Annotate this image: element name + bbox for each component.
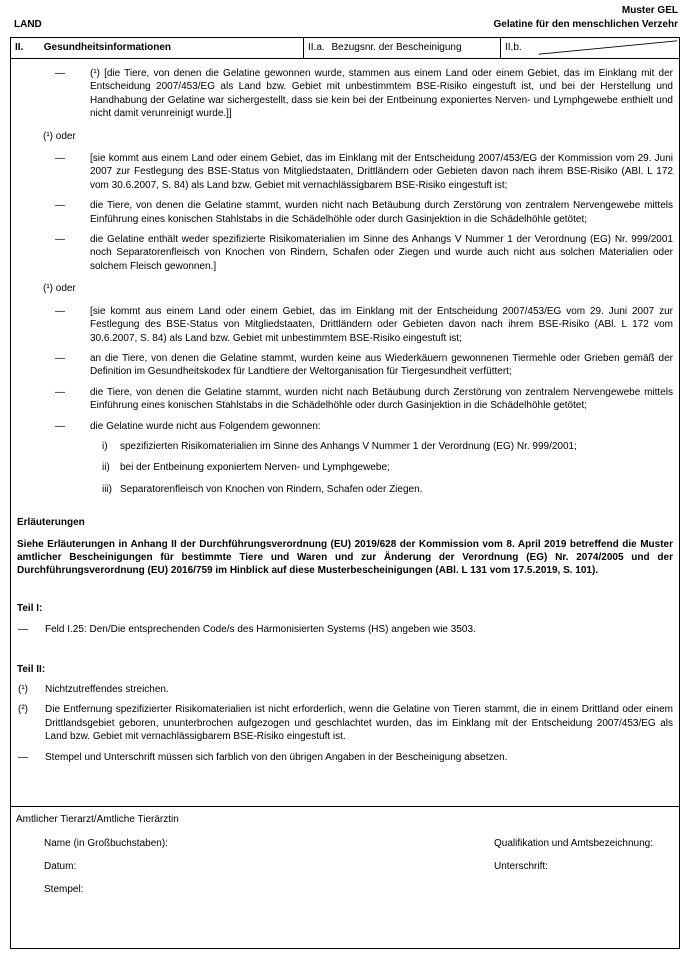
explanations-heading: Erläuterungen	[17, 517, 85, 529]
dash-marker: —	[55, 153, 65, 165]
land-label: LAND	[14, 19, 42, 30]
cell-iib[interactable]	[501, 38, 679, 58]
dash-marker: —	[55, 386, 65, 398]
footnote-1: (¹) Nichtzutreffendes streichen.	[18, 684, 169, 695]
name-input-area[interactable]	[168, 837, 494, 850]
dash-marker: —	[18, 751, 28, 763]
dash-marker: —	[18, 624, 28, 636]
part2-heading: Teil II:	[17, 663, 46, 675]
signature-label: Unterschrift:	[494, 861, 548, 872]
ref-number: II.a.	[308, 42, 325, 53]
roman-marker: ii)	[102, 462, 110, 474]
oder-line: (¹) oder	[43, 130, 76, 142]
vet-row-date-signature	[16, 860, 674, 873]
vet-row-name-qualification	[16, 837, 674, 850]
health-statement: — die Gelatine wurde nicht aus Folgendem gewonnen:	[55, 420, 321, 432]
health-information-box	[11, 59, 679, 807]
dash-marker: —	[55, 68, 65, 79]
health-statement: — die Tiere, von denen die Gelatine stammt, wurden nicht nach Betäubung durch Zerstörung von zentralem Nervengewebe mittels Einführung eines konischen Stahlstabs in die Schädelhöhle oder durch Gasinjektion in die Schädelhöhle getötet;	[55, 386, 673, 412]
veterinarian-title: Amtlicher Tierarzt/Amtliche Tierärztin	[16, 814, 179, 825]
health-statement: — [sie kommt aus einem Land oder einem Gebiet, das im Einklang mit der Entscheidung 2007/453/EG vom 29. Juni 2007 zur Festlegung des BSE-Status von Mitgliedstaaten, Drittländern oder Gebieten davon nach ihrem BSE-Risiko (ABl. L 172 vom 30.6.2007, S. 84) als Land bzw. Gebiet mit unbestimmtem BSE-Risiko eingestuft ist;	[55, 305, 673, 344]
qualification-input-area[interactable]	[653, 837, 674, 850]
roman-marker: iii)	[102, 483, 112, 495]
dash-marker: —	[55, 420, 65, 432]
section-label: Gesundheitsinformationen	[43, 42, 172, 53]
table-header-row	[11, 38, 679, 59]
health-statement: — (¹) [die Tiere, von denen die Gelatine gewonnen wurde, stammen aus einem Land oder einem Gebiet, das im Einklang mit der Entscheidung 2007/453/EG als Land bzw. Gebiet mit unbestimmtem BSE-Risiko eingestuft ist, und bei der Herstellung und Handhabung der Gelatine war sichergestellt, dass sie kein bei der Entbeinung exponiertes Nerven- und Lymphgewebe enthielt und nicht damit verunreinigt wurde.]]	[55, 68, 673, 120]
page-header	[0, 0, 690, 31]
certificate-table	[10, 37, 680, 949]
stamp-signature-note: — Stempel und Unterschrift müssen sich farblich von den übrigen Angaben in der Bescheinigung absetzen.	[18, 751, 508, 763]
part1-item: — Feld I.25: Den/Die entsprechenden Code/s des Harmonisierten Systems (HS) angeben wie 3503.	[18, 624, 476, 636]
dash-marker: —	[55, 200, 65, 212]
oder-line: (¹) oder	[43, 283, 76, 295]
ref-label: Bezugsnr. der Bescheinigung	[331, 42, 462, 53]
health-statement: — [sie kommt aus einem Land oder einem Gebiet, das im Einklang mit der Entscheidung 2007/453/EG der Kommission vom 29. Juni 2007 zur Festlegung des BSE-Status von Mitgliedstaaten, Drittländern oder Gebieten davon nach ihrem BSE-Risiko (ABl. L 172 vom 30.6.2007, S. 84) als Land bzw. Gebiet mit vernachlässigbarem BSE-Risiko eingestuft ist;	[55, 153, 673, 191]
doc-subtitle: Gelatine für den menschlichen Verzehr	[493, 19, 678, 30]
cell-health-info	[11, 38, 304, 58]
diagonal-strike-line	[501, 38, 679, 58]
qualification-label: Qualifikation und Amtsbezeichnung:	[494, 838, 653, 849]
part1-heading: Teil I:	[17, 602, 43, 614]
health-sub-item: iii) Separatorenfleisch von Knochen von Rindern, Schafen oder Ziegen.	[102, 483, 423, 495]
stamp-input-area[interactable]	[83, 883, 494, 896]
stamp-label: Stempel:	[44, 884, 84, 895]
health-statement: — die Gelatine enthält weder spezifizierte Risikomaterialien im Sinne des Anhangs V Nummer 1 der Verordnung (EG) Nr. 999/2001 noch Separatorenfleisch von Knochen von Rindern, Schafen oder Ziegen und wurde auch nicht aus solchen Materialien oder solchem Fleisch gewonnen.]	[55, 234, 673, 272]
date-input-area[interactable]	[76, 860, 494, 873]
veterinarian-box	[11, 807, 679, 948]
health-sub-item: ii) bei der Entbeinung exponiertem Nerven- und Lymphgewebe;	[102, 462, 390, 474]
explanations-text: Siehe Erläuterungen in Anhang II der Durchführungsverordnung (EU) 2019/628 der Kommission vom 8. April 2019 betreffend die Muster amtlicher Bescheinigungen für bestimmte Tiere und Waren und zur Änderung der Verordnung (EG) Nr. 2074/2005 und der Durchführungsverordnung (EU) 2016/759 im Hinblick auf diese Musterbescheinigungen (ABl. L 131 vom 17.5.2019, S. 101).	[17, 538, 673, 577]
signature-input-area[interactable]	[548, 860, 674, 873]
footnote-marker: (²)	[18, 704, 28, 716]
section-number: II.	[15, 42, 24, 53]
name-label: Name (in Großbuchstaben):	[44, 838, 168, 849]
cell-reference-number	[304, 38, 501, 58]
iib-number: II.b.	[505, 42, 522, 53]
doc-title: Muster GEL	[621, 5, 678, 16]
roman-marker: i)	[102, 440, 108, 452]
footnote-2: (²) Die Entfernung spezifizierter Risikomaterialien ist nicht erforderlich, wenn die Gelatine von Tieren stammt, die in einem Drittland oder einem Drittlandsgebiet geboren, ununterbrochen aufgezogen und geschlachtet wurden, das im Einklang mit der Entscheidung 2007/453/EG als Land bzw. Gebiet mit vernachlässigbarem BSE-Risiko eingestuft ist.	[18, 704, 673, 743]
date-label: Datum:	[44, 861, 77, 872]
vet-row-stamp	[16, 883, 674, 896]
dash-marker: —	[55, 305, 65, 317]
health-statement: — die Tiere, von denen die Gelatine stammt, wurden nicht nach Betäubung durch Zerstörung von zentralem Nervengewebe mittels Einführung eines konischen Stahlstabs in die Schädelhöhle oder durch Gasinjektion in die Schädelhöhle getötet;	[55, 200, 673, 225]
health-sub-item: i) spezifizierten Risikomaterialien im Sinne des Anhangs V Nummer 1 der Verordnung (EG) Nr. 999/2001;	[102, 440, 577, 452]
dash-marker: —	[55, 352, 65, 364]
footnote-marker: (¹)	[18, 684, 28, 695]
dash-marker: —	[55, 234, 65, 246]
health-statement: — an die Tiere, von denen die Gelatine stammt, wurden keine aus Wiederkäuern gewonnenen Tiermehle oder Grieben gemäß der Definition im Gesundheitskodex für Landtiere der Weltorganisation für Tiergesundheit verfüttert;	[55, 352, 673, 378]
